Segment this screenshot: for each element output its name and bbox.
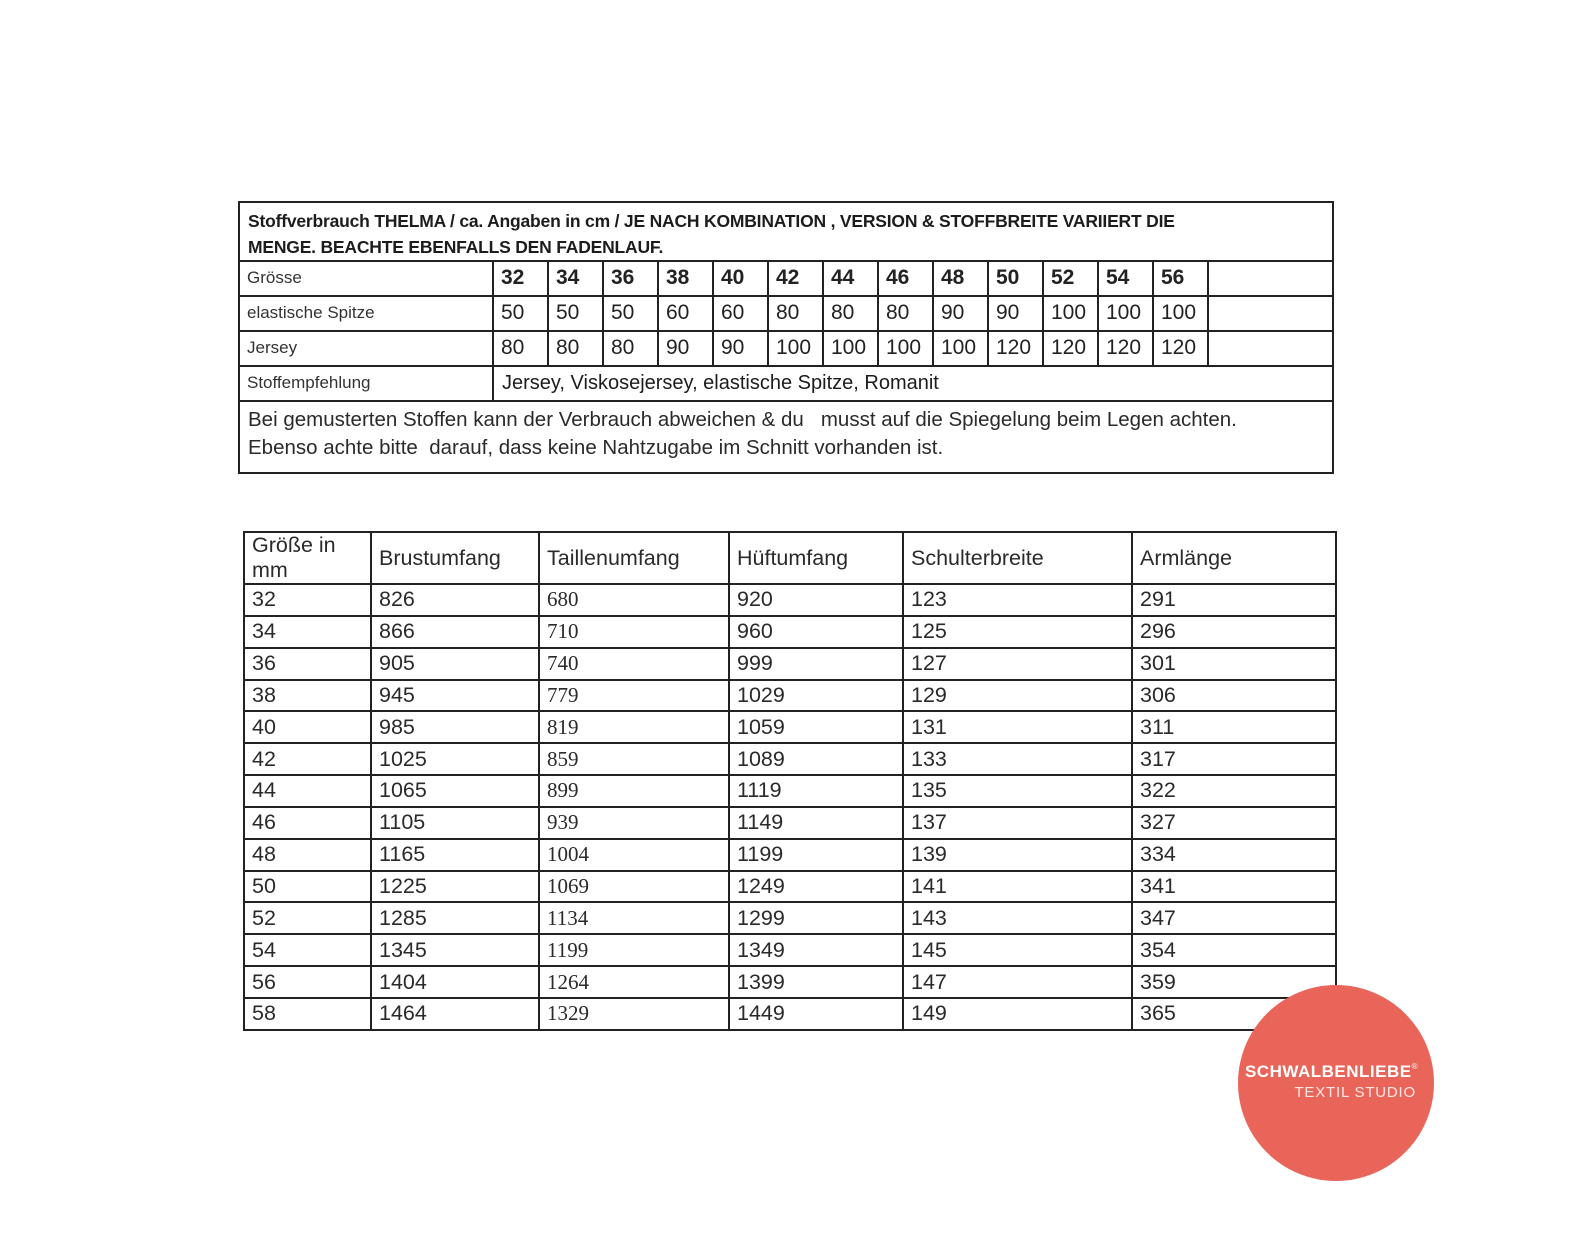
table-cell: 129 [903, 680, 1132, 712]
table-cell: 334 [1132, 839, 1336, 871]
size-header-cell: 32 [494, 262, 549, 295]
table-cell: 123 [903, 584, 1132, 616]
table-cell: 1199 [729, 839, 903, 871]
fabric-amount-cell: 90 [934, 297, 989, 330]
fabric-amount-cell: 80 [769, 297, 824, 330]
size-header-cell: 48 [934, 262, 989, 295]
fabric-amount-cell: 80 [494, 332, 549, 365]
size-header-cell: 46 [879, 262, 934, 295]
table-cell: 149 [903, 998, 1132, 1030]
fabric-table-title [240, 203, 1332, 262]
fabric-amount-cell: 60 [714, 297, 769, 330]
table-row [244, 966, 1336, 998]
table-cell: 779 [539, 680, 729, 712]
table-cell: 143 [903, 902, 1132, 934]
fabric-title-line-1: Stoffverbrauch THELMA / ca. Angaben in cm / JE NACH KOMBINATION , VERSION & STOFFBREITE VARIIERT DIE [248, 211, 1175, 231]
table-cell: 36 [244, 648, 371, 680]
table-cell: 1345 [371, 934, 539, 966]
table-cell: 960 [729, 616, 903, 648]
fabric-recommendation-value: Jersey, Viskosejersey, elastische Spitze, Romanit [502, 372, 939, 394]
fabric-row-empty [1209, 297, 1332, 330]
table-cell: 1165 [371, 839, 539, 871]
table-cell: 1225 [371, 871, 539, 903]
table-cell: 1449 [729, 998, 903, 1030]
table-cell: 1134 [539, 902, 729, 934]
table-cell: 127 [903, 648, 1132, 680]
table-cell: 939 [539, 807, 729, 839]
table-row [244, 775, 1336, 807]
table-cell: 1404 [371, 966, 539, 998]
table-cell: 1329 [539, 998, 729, 1030]
table-cell: 1399 [729, 966, 903, 998]
fabric-amount-cell: 100 [824, 332, 879, 365]
table-cell: 56 [244, 966, 371, 998]
table-row [244, 839, 1336, 871]
table-cell: 1029 [729, 680, 903, 712]
fabric-row-label: elastische Spitze [240, 297, 494, 330]
size-measurements-table [243, 531, 1337, 1031]
size-header-cell: 54 [1099, 262, 1154, 295]
table-cell: 52 [244, 902, 371, 934]
fabric-row [240, 297, 1332, 332]
table-cell: 58 [244, 998, 371, 1030]
table-cell: 354 [1132, 934, 1336, 966]
fabric-note-line-1: Bei gemusterten Stoffen kann der Verbrauch abweichen & du musst auf die Spiegelung beim Legen achten. [248, 408, 1237, 431]
table-cell: 945 [371, 680, 539, 712]
size-table-header-cell: Schulterbreite [903, 532, 1132, 584]
table-cell: 1065 [371, 775, 539, 807]
table-cell: 1059 [729, 711, 903, 743]
logo-registered-mark: ® [1411, 1062, 1418, 1071]
table-cell: 905 [371, 648, 539, 680]
fabric-recommendation-label: Stoffempfehlung [240, 367, 494, 400]
table-cell: 819 [539, 711, 729, 743]
table-cell: 740 [539, 648, 729, 680]
fabric-amount-cell: 120 [1099, 332, 1154, 365]
table-row [244, 902, 1336, 934]
table-row [244, 711, 1336, 743]
table-cell: 32 [244, 584, 371, 616]
size-table-header-cell: Hüftumfang [729, 532, 903, 584]
fabric-amount-cell: 80 [879, 297, 934, 330]
table-cell: 54 [244, 934, 371, 966]
size-header-cell: 44 [824, 262, 879, 295]
table-cell: 1105 [371, 807, 539, 839]
table-row [244, 616, 1336, 648]
fabric-amount-cell: 50 [549, 297, 604, 330]
table-cell: 1349 [729, 934, 903, 966]
fabric-amount-cell: 100 [879, 332, 934, 365]
table-cell: 137 [903, 807, 1132, 839]
table-cell: 34 [244, 616, 371, 648]
table-cell: 322 [1132, 775, 1336, 807]
table-cell: 40 [244, 711, 371, 743]
table-cell: 1069 [539, 871, 729, 903]
fabric-note-line-2: Ebenso achte bitte darauf, dass keine Nahtzugabe im Schnitt vorhanden ist. [248, 436, 944, 459]
fabric-consumption-table [238, 201, 1334, 474]
fabric-amount-cell: 120 [1044, 332, 1099, 365]
table-cell: 680 [539, 584, 729, 616]
table-cell: 291 [1132, 584, 1336, 616]
fabric-amount-cell: 120 [989, 332, 1044, 365]
fabric-amount-cell: 100 [1154, 297, 1209, 330]
table-cell: 1249 [729, 871, 903, 903]
logo-brand-text: SCHWALBENLIEBE [1244, 1062, 1412, 1081]
fabric-amount-cell: 80 [549, 332, 604, 365]
fabric-row-label: Grösse [240, 262, 494, 295]
fabric-amount-cell: 90 [714, 332, 769, 365]
fabric-row [240, 332, 1332, 367]
table-cell: 920 [729, 584, 903, 616]
size-header-cell: 40 [714, 262, 769, 295]
fabric-amount-cell: 90 [989, 297, 1044, 330]
table-cell: 50 [244, 871, 371, 903]
size-table-header-cell: Größe in mm [244, 532, 371, 584]
table-cell: 1199 [539, 934, 729, 966]
fabric-recommendation-row [240, 367, 1332, 402]
table-row [244, 807, 1336, 839]
table-cell: 301 [1132, 648, 1336, 680]
table-cell: 141 [903, 871, 1132, 903]
table-cell: 125 [903, 616, 1132, 648]
table-row [244, 934, 1336, 966]
table-cell: 327 [1132, 807, 1336, 839]
fabric-row-label: Jersey [240, 332, 494, 365]
size-header-cell: 56 [1154, 262, 1209, 295]
fabric-title-line-2: MENGE. BEACHTE EBENFALLS DEN FADENLAUF. [248, 237, 664, 257]
fabric-amount-cell: 80 [824, 297, 879, 330]
size-table-header-cell: Taillenumfang [539, 532, 729, 584]
fabric-note [240, 402, 1332, 472]
fabric-amount-cell: 100 [769, 332, 824, 365]
table-cell: 365 [1132, 998, 1336, 1030]
table-cell: 44 [244, 775, 371, 807]
table-cell: 317 [1132, 743, 1336, 775]
table-cell: 306 [1132, 680, 1336, 712]
table-cell: 866 [371, 616, 539, 648]
table-cell: 899 [539, 775, 729, 807]
fabric-amount-cell: 60 [659, 297, 714, 330]
table-row [244, 680, 1336, 712]
fabric-amount-cell: 100 [1099, 297, 1154, 330]
size-header-cell: 52 [1044, 262, 1099, 295]
table-cell: 147 [903, 966, 1132, 998]
table-cell: 46 [244, 807, 371, 839]
table-cell: 1025 [371, 743, 539, 775]
table-cell: 341 [1132, 871, 1336, 903]
size-header-cell: 34 [549, 262, 604, 295]
table-row [244, 743, 1336, 775]
size-table-header-row [244, 532, 1336, 584]
size-table-header-cell: Brustumfang [371, 532, 539, 584]
table-cell: 1119 [729, 775, 903, 807]
table-cell: 999 [729, 648, 903, 680]
table-cell: 139 [903, 839, 1132, 871]
table-cell: 1285 [371, 902, 539, 934]
table-cell: 985 [371, 711, 539, 743]
fabric-amount-cell: 50 [604, 297, 659, 330]
table-cell: 133 [903, 743, 1132, 775]
fabric-row [240, 262, 1332, 297]
size-header-cell: 42 [769, 262, 824, 295]
table-cell: 135 [903, 775, 1132, 807]
table-cell: 1264 [539, 966, 729, 998]
fabric-amount-cell: 100 [934, 332, 989, 365]
table-cell: 1299 [729, 902, 903, 934]
table-cell: 1464 [371, 998, 539, 1030]
table-cell: 826 [371, 584, 539, 616]
table-cell: 347 [1132, 902, 1336, 934]
table-row [244, 584, 1336, 616]
table-cell: 48 [244, 839, 371, 871]
table-cell: 1149 [729, 807, 903, 839]
table-cell: 359 [1132, 966, 1336, 998]
table-cell: 1089 [729, 743, 903, 775]
size-header-cell: 50 [989, 262, 1044, 295]
size-header-cell: 36 [604, 262, 659, 295]
fabric-amount-cell: 90 [659, 332, 714, 365]
fabric-row-empty [1209, 262, 1332, 295]
fabric-amount-cell: 80 [604, 332, 659, 365]
table-cell: 1004 [539, 839, 729, 871]
table-cell: 145 [903, 934, 1132, 966]
logo-brand [1245, 1062, 1418, 1082]
table-cell: 296 [1132, 616, 1336, 648]
fabric-row-empty [1209, 332, 1332, 365]
fabric-amount-cell: 120 [1154, 332, 1209, 365]
table-cell: 859 [539, 743, 729, 775]
table-row [244, 998, 1336, 1030]
fabric-amount-cell: 100 [1044, 297, 1099, 330]
table-cell: 131 [903, 711, 1132, 743]
table-cell: 42 [244, 743, 371, 775]
table-cell: 311 [1132, 711, 1336, 743]
fabric-amount-cell: 50 [494, 297, 549, 330]
schwalbenliebe-logo [1238, 985, 1434, 1181]
table-cell: 38 [244, 680, 371, 712]
size-table-header-cell: Armlänge [1132, 532, 1336, 584]
table-row [244, 648, 1336, 680]
table-row [244, 871, 1336, 903]
table-cell: 710 [539, 616, 729, 648]
size-header-cell: 38 [659, 262, 714, 295]
logo-subtitle: TEXTIL STUDIO [1294, 1084, 1416, 1101]
